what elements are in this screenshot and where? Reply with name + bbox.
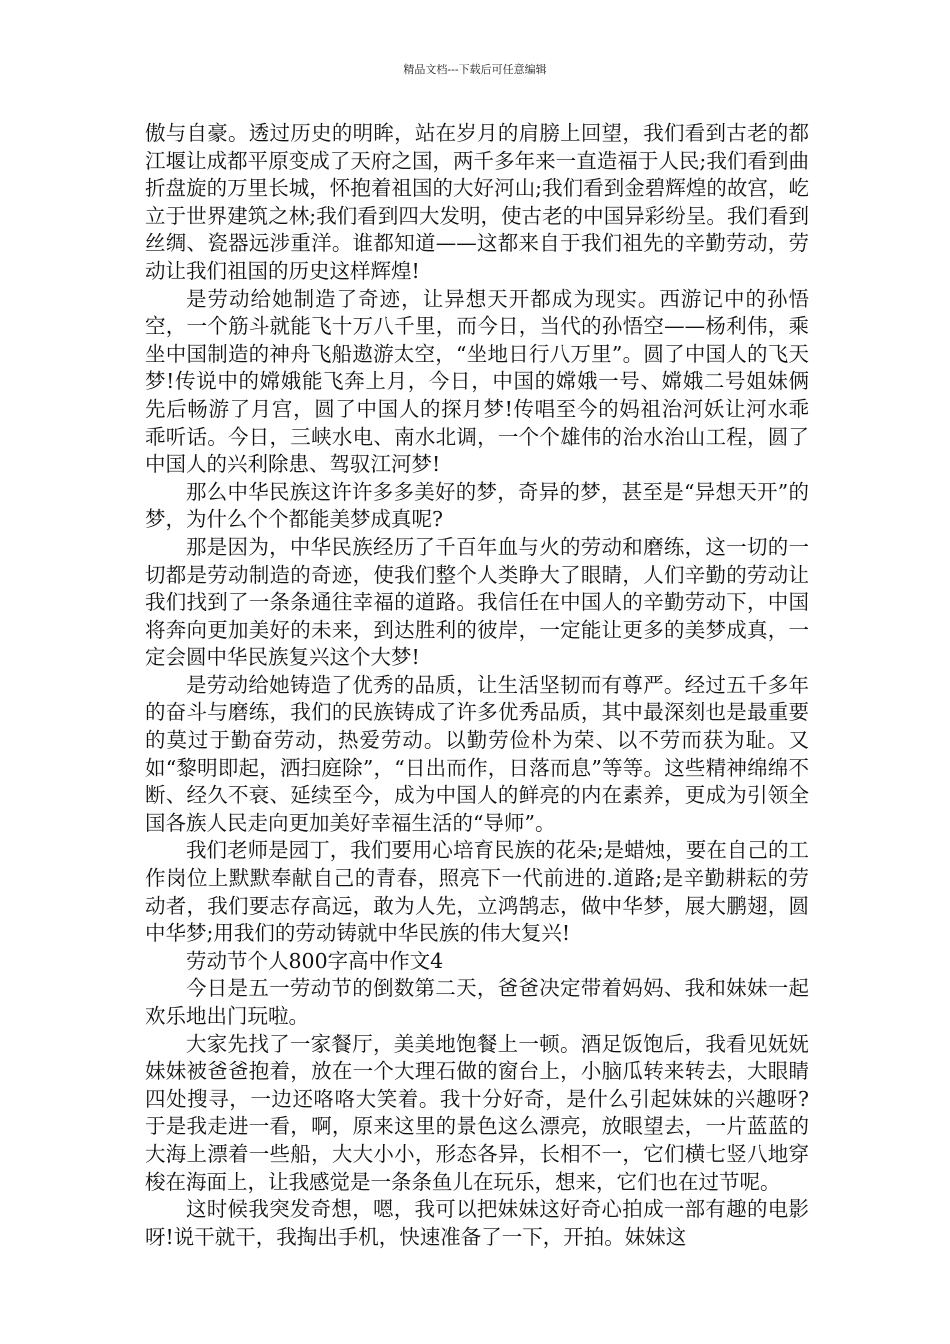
paragraph: 这时候我突发奇想，嗯，我可以把妹妹这好奇心拍成一部有趣的电影呀!说干就干，我掏出手机，快速准备了一下，开拍。妹妹这 [145,1197,809,1249]
paragraph: 今日是五一劳动节的倒数第二天，爸爸决定带着妈妈、我和妹妹一起欢乐地出门玩啦。 [145,976,809,1028]
paragraph: 大家先找了一家餐厅，美美地饱餐上一顿。酒足饭饱后，我看见妩妩妹妹被爸爸抱着，放在一个大理石做的窗台上，小脑瓜转来转去，大眼睛四处搜寻，一边还咯咯大笑着。我十分好奇，是什么引起妹妹的兴趣呀?于是我走进一看，啊，原来这里的景色这么漂亮，放眼望去，一片蓝蓝的大海上漂着一些船，大大小小，形态各异，长相不一，它们横七竖八地穿梭在海面上，让我感觉是一条条鱼儿在玩乐，想来，它们也在过节呢。 [145,1031,809,1194]
paragraph: 是劳动给她铸造了优秀的品质，让生活坚韧而有尊严。经过五千多年的奋斗与磨练，我们的民族铸成了许多优秀品质，其中最深刻也是最重要的莫过于勤奋劳动，热爱劳动。以勤劳俭朴为荣、以不劳而获为耻。又如“黎明即起，洒扫庭除”，“日出而作，日落而息”等等。这些精神绵绵不断、经久不衰、延续至今，成为中国人的鲜亮的内在素养，更成为引领全国各族人民走向更加美好幸福生活的“导师”。 [145,672,809,835]
paragraph: 那么中华民族这许许多多美好的梦，奇异的梦，甚至是“异想天开”的梦，为什么个个都能美梦成真呢? [145,479,809,532]
document-body [145,120,809,1251]
section-heading: 劳动节个人800字高中作文4 [186,948,444,973]
paragraph: 是劳动给她制造了奇迹，让异想天开都成为现实。西游记中的孙悟空，一个筋斗就能飞十万八千里，而今日，当代的孙悟空——杨利伟，乘坐中国制造的神舟飞船遨游太空，“坐地日行八万里”。圆了中国人的飞天梦!传说中的嫦娥能飞奔上月，今日，中国的嫦娥一号、嫦娥二号姐妹俩先后畅游了月宫，圆了中国人的探月梦!传唱至今的妈祖治河妖让河水乖乖听话。今日，三峡水电、南水北调，一个个雄伟的治水治山工程，圆了中国人的兴利除患、驾驭江河梦! [145,286,809,477]
paragraph: 傲与自豪。透过历史的明眸，站在岁月的肩膀上回望，我们看到古老的都江堰让成都平原变成了天府之国，两千多年来一直造福于人民;我们看到曲折盘旋的万里长城，怀抱着祖国的大好河山;我们看到金碧辉煌的故宫，屹立于世界建筑之林;我们看到四大发明，使古老的中国异彩纷呈。我们看到丝绸、瓷器远涉重洋。谁都知道——这都来自于我们祖先的辛勤劳动，劳动让我们祖国的历史这样辉煌! [145,121,809,283]
paragraph: 我们老师是园丁，我们要用心培育民族的花朵;是蜡烛，要在自己的工作岗位上默默奉献自己的青春，照亮下一代前进的.道路;是辛勤耕耘的劳动者，我们要志存高远，敢为人先，立鸿鹄志，做中华梦，展大鹏翅，圆中华梦;用我们的劳动铸就中华民族的伟大复兴! [145,838,809,946]
page-header: 精品文档---下载后可任意编辑 [403,63,547,76]
paragraph: 那是因为，中华民族经历了千百年血与火的劳动和磨练，这一切的一切都是劳动制造的奇迹，使我们整个人类睁大了眼睛，人们辛勤的劳动让我们找到了一条条通往幸福的道路。我信任在中国人的辛勤劳动下，中国将奔向更加美好的未来，到达胜利的彼岸，一定能让更多的美梦成真，一定会圆中华民族复兴这个大梦! [145,534,809,670]
